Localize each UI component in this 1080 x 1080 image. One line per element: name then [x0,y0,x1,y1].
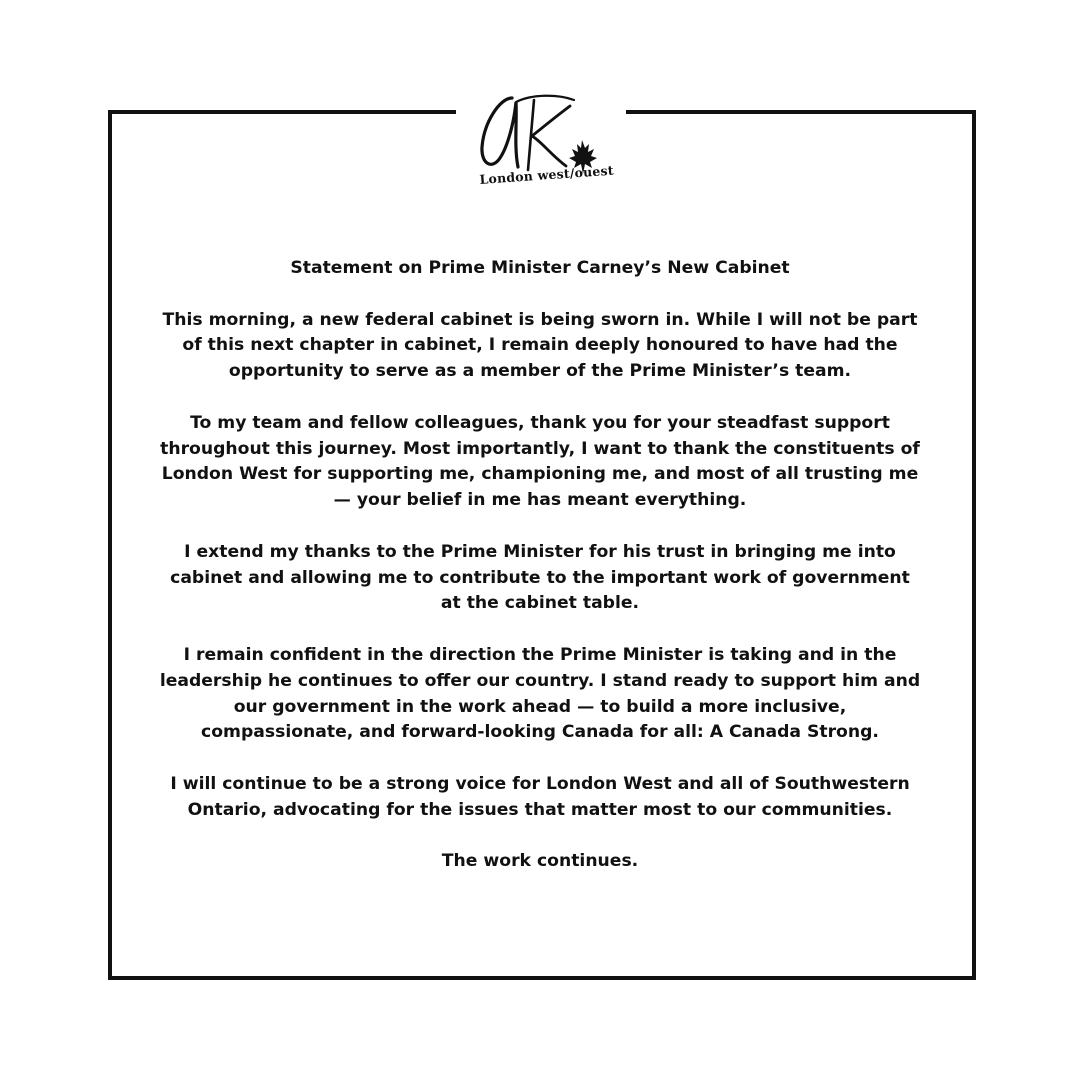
line: This morning, a new federal cabinet is being sworn in. While I will not be part [162,309,918,330]
line: throughout this journey. Most importantly, I want to thank the constituents of [160,438,920,459]
logo-caption: London west/ouest [479,162,615,187]
paragraph-2 [140,411,940,514]
line: Ontario, advocating for the issues that matter most to our communities. [187,799,893,820]
statement-title: Statement on Prime Minister Carney’s New Cabinet [290,258,790,278]
paragraph-1 [140,308,940,385]
statement-body [140,256,940,901]
paragraph-4 [140,643,940,746]
ak-logo [470,92,615,204]
closing-line: The work continues. [441,851,639,872]
line: — your belief in me has meant everything. [333,490,747,511]
line: at the cabinet table. [440,593,640,614]
line: our government in the work ahead — to build a more inclusive, [233,696,847,717]
line: I will continue to be a strong voice for London West and all of Southwestern [170,773,910,794]
paragraph-5 [140,772,940,824]
line: I extend my thanks to the Prime Minister for his trust in bringing me into [184,541,896,562]
line: compassionate, and forward-looking Canada for all: A Canada Strong. [201,722,879,743]
line: leadership he continues to offer our country. I stand ready to support him and [159,670,921,691]
line: To my team and fellow colleagues, thank you for your steadfast support [190,412,890,433]
paragraph-3 [140,540,940,617]
line: cabinet and allowing me to contribute to the important work of government [170,567,910,588]
line: London West for supporting me, championing me, and most of all trusting me [161,464,919,485]
line: of this next chapter in cabinet, I remain deeply honoured to have had the [182,335,898,356]
line: opportunity to serve as a member of the Prime Minister’s team. [228,361,852,382]
line: I remain confident in the direction the Prime Minister is taking and in the [183,644,897,665]
